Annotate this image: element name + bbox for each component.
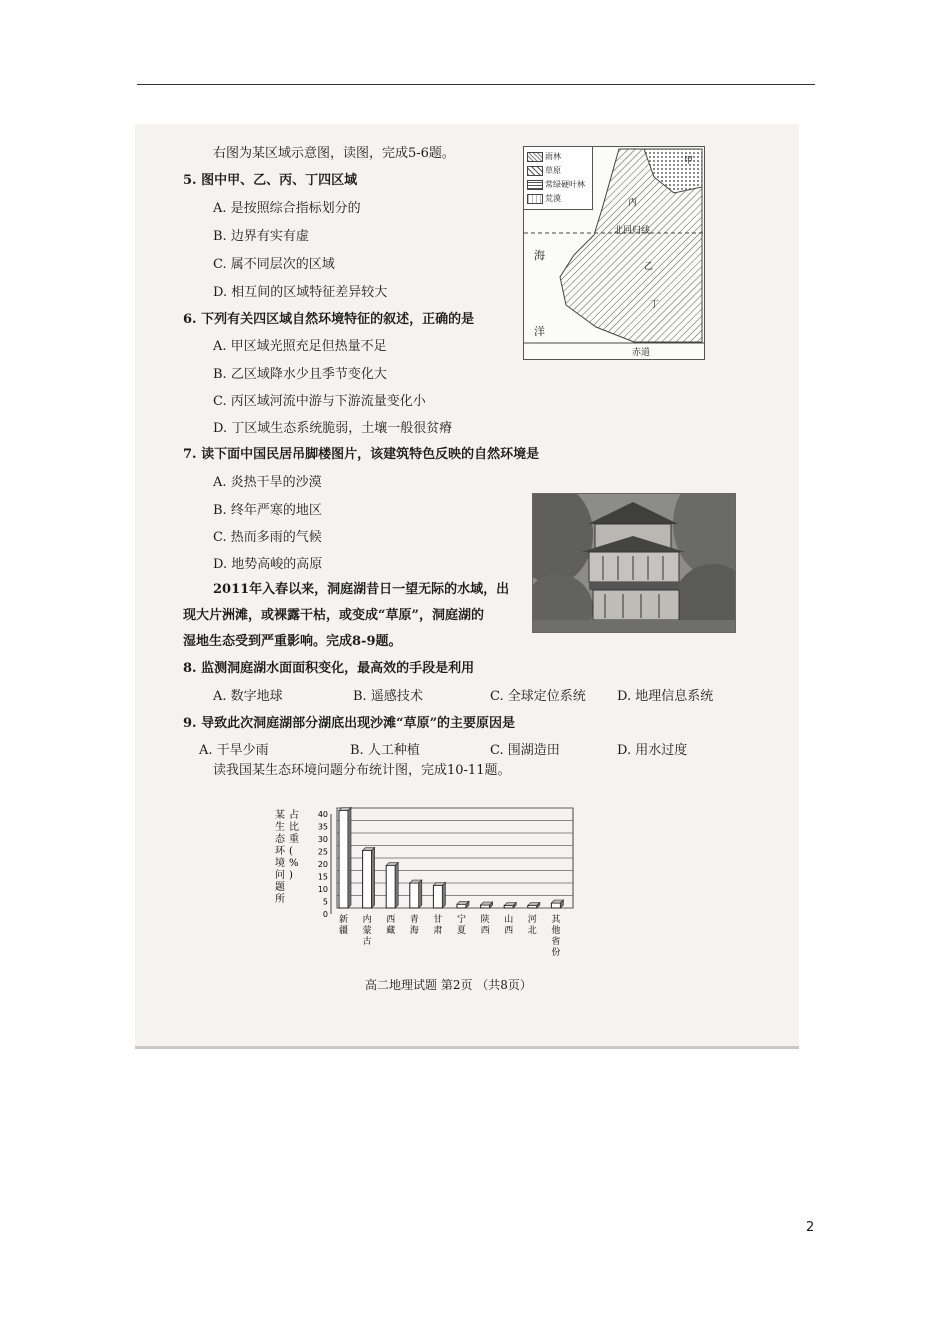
eco-problem-bar-chart bbox=[265, 798, 605, 973]
ylabel-char: 某 bbox=[275, 810, 285, 821]
page-number: 2 bbox=[806, 1220, 815, 1235]
q5-option-a: A. 是按照综合指标划分的 bbox=[213, 201, 361, 216]
q6-option-c: C. 丙区域河流中游与下游流量变化小 bbox=[213, 394, 426, 409]
x-tick-char: 内 bbox=[362, 915, 372, 925]
x-tick-char: 河 bbox=[527, 915, 537, 925]
grassland-swatch bbox=[527, 166, 543, 176]
q9-option-d: D. 用水过度 bbox=[617, 743, 688, 758]
label-jia: 甲 bbox=[684, 156, 694, 166]
bar-side bbox=[419, 880, 422, 908]
ylabel-char: 占 bbox=[289, 810, 299, 821]
bar-side bbox=[372, 848, 375, 909]
ylabel-char: 环 bbox=[275, 846, 285, 857]
intro-10-11: 读我国某生态环境问题分布统计图，完成10-11题。 bbox=[213, 763, 511, 778]
y-tick-label: 5 bbox=[322, 897, 328, 907]
label-tropic-of-cancer: 北回归线 bbox=[614, 226, 651, 236]
y-tick-label: 25 bbox=[317, 847, 328, 857]
legend-evergreen: 常绿硬叶林 bbox=[527, 179, 585, 190]
ylabel-char: 态 bbox=[275, 834, 285, 845]
x-tick-labels bbox=[339, 913, 561, 958]
desert-swatch bbox=[527, 194, 543, 204]
q7-option-c: C. 热而多雨的气候 bbox=[213, 530, 322, 545]
q5-option-b: B. 边界有实有虚 bbox=[213, 229, 309, 244]
x-tick-char: 青 bbox=[409, 915, 419, 925]
label-equator: 赤道 bbox=[632, 348, 651, 358]
label-sea: 海 bbox=[534, 249, 545, 262]
x-tick-char: 新 bbox=[338, 915, 349, 925]
label-yi: 乙 bbox=[644, 262, 654, 272]
map-legend bbox=[524, 147, 593, 210]
bar bbox=[339, 811, 348, 909]
q7-stem: 7. 读下面中国民居吊脚楼图片，该建筑特色反映的自然环境是 bbox=[183, 447, 540, 462]
y-tick-label: 10 bbox=[317, 885, 328, 894]
ylabel-char: % bbox=[289, 858, 299, 869]
y-axis-label bbox=[275, 808, 299, 905]
header-rule bbox=[137, 84, 815, 85]
ylabel-char: 境 bbox=[275, 858, 285, 869]
bar bbox=[410, 883, 419, 908]
bar bbox=[481, 905, 490, 908]
label-ding: 丁 bbox=[650, 300, 660, 310]
q7-option-b: B. 终年严寒的地区 bbox=[213, 503, 322, 518]
region-map bbox=[523, 146, 705, 360]
y-tick-label: 20 bbox=[317, 860, 328, 869]
bar bbox=[363, 851, 372, 909]
q8-option-b: B. 遥感技术 bbox=[353, 689, 423, 704]
ylabel-char: 重 bbox=[289, 834, 299, 845]
bar bbox=[551, 903, 560, 908]
x-tick-char: 西 bbox=[480, 926, 490, 936]
bar bbox=[504, 906, 513, 909]
bar bbox=[433, 886, 442, 909]
bar-side bbox=[395, 863, 398, 909]
x-tick-char: 肃 bbox=[433, 926, 443, 936]
passage-line-3: 湿地生态受到严重影响。完成8-9题。 bbox=[183, 634, 402, 649]
y-tick-label: 0 bbox=[322, 910, 328, 919]
scan-bottom-edge bbox=[135, 1046, 799, 1049]
rainforest-swatch bbox=[527, 152, 543, 162]
q6-option-a: A. 甲区域光照充足但热量不足 bbox=[213, 339, 387, 354]
q8-stem: 8. 监测洞庭湖水面面积变化，最高效的手段是利用 bbox=[183, 661, 475, 676]
y-tick-label: 40 bbox=[317, 810, 328, 819]
q7-option-d: D. 地势高峻的高原 bbox=[213, 557, 323, 572]
x-tick-char: 其 bbox=[551, 915, 561, 925]
x-tick-char: 疆 bbox=[338, 926, 349, 936]
x-tick-char: 海 bbox=[409, 926, 419, 936]
x-tick-char: 陕 bbox=[480, 915, 490, 925]
q5-option-c: C. 属不同层次的区域 bbox=[213, 257, 335, 272]
ylabel-char: 所 bbox=[275, 894, 285, 905]
y-tick-label: 30 bbox=[317, 835, 328, 844]
q5-option-d: D. 相互间的区域特征差异较大 bbox=[213, 285, 388, 300]
q9-option-a: A. 干旱少雨 bbox=[199, 743, 269, 758]
chart-svg bbox=[265, 798, 605, 973]
x-tick-char: 省 bbox=[551, 937, 561, 947]
x-tick-char: 他 bbox=[551, 926, 561, 936]
x-tick-char: 山 bbox=[504, 915, 514, 925]
q5-stem: 5. 图中甲、乙、丙、丁四区域 bbox=[183, 173, 358, 188]
bar bbox=[457, 904, 466, 908]
q9-option-b: B. 人工种植 bbox=[350, 743, 420, 758]
x-tick-char: 蒙 bbox=[362, 926, 372, 936]
bar-side bbox=[442, 883, 445, 909]
label-bing: 丙 bbox=[628, 198, 638, 208]
q8-option-a: A. 数字地球 bbox=[213, 689, 283, 704]
y-tick-label: 35 bbox=[317, 822, 328, 832]
bar bbox=[528, 906, 537, 909]
passage-line-2: 现大片洲滩，或裸露干枯，或变成“草原”，洞庭湖的 bbox=[183, 608, 484, 623]
x-tick-char: 古 bbox=[362, 937, 372, 947]
q9-stem: 9. 导致此次洞庭湖部分湖底出现沙滩“草原”的主要原因是 bbox=[183, 716, 516, 731]
evergreen-swatch bbox=[527, 180, 543, 190]
bar-side bbox=[348, 808, 351, 909]
x-tick-char: 宁 bbox=[456, 915, 467, 925]
q7-option-a: A. 炎热干旱的沙漠 bbox=[213, 475, 322, 490]
x-tick-char: 西 bbox=[386, 915, 396, 925]
q6-option-b: B. 乙区域降水少且季节变化大 bbox=[213, 367, 387, 382]
stilt-house-photo bbox=[532, 493, 736, 633]
x-tick-char: 西 bbox=[504, 926, 514, 936]
legend-grassland: 草原 bbox=[527, 165, 561, 176]
legend-rainforest: 雨林 bbox=[527, 151, 561, 162]
intro-5-6: 右图为某区域示意图，读图，完成5-6题。 bbox=[213, 146, 455, 161]
x-tick-char: 甘 bbox=[433, 915, 443, 925]
q6-stem: 6. 下列有关四区域自然环境特征的叙述，正确的是 bbox=[183, 312, 475, 327]
page-footer: 高二地理试题 第2页 （共8页） bbox=[365, 978, 532, 992]
ylabel-char: 题 bbox=[275, 882, 285, 893]
ylabel-char: 问 bbox=[275, 870, 285, 881]
ylabel-char: ) bbox=[289, 870, 293, 881]
scanned-exam-page bbox=[135, 124, 799, 1048]
x-tick-char: 藏 bbox=[386, 926, 396, 936]
label-ocean: 洋 bbox=[534, 325, 545, 338]
x-tick-char: 夏 bbox=[456, 926, 467, 936]
x-tick-char: 北 bbox=[527, 926, 537, 936]
bar bbox=[386, 866, 395, 909]
stilt-house-illustration bbox=[533, 494, 735, 632]
ylabel-char: 比 bbox=[289, 822, 299, 833]
q8-option-c: C. 全球定位系统 bbox=[490, 689, 586, 704]
legend-desert: 荒漠 bbox=[527, 193, 561, 204]
ylabel-char: ( bbox=[289, 846, 293, 857]
y-tick-label: 15 bbox=[317, 872, 328, 882]
q8-option-d: D. 地理信息系统 bbox=[617, 689, 714, 704]
ylabel-char: 生 bbox=[275, 822, 285, 833]
q6-option-d: D. 丁区域生态系统脆弱，土壤一般很贫瘠 bbox=[213, 421, 453, 436]
x-tick-char: 份 bbox=[551, 948, 561, 958]
q9-option-c: C. 围湖造田 bbox=[490, 743, 560, 758]
passage-line-1: 2011年入春以来，洞庭湖昔日一望无际的水域，出 bbox=[213, 582, 510, 597]
